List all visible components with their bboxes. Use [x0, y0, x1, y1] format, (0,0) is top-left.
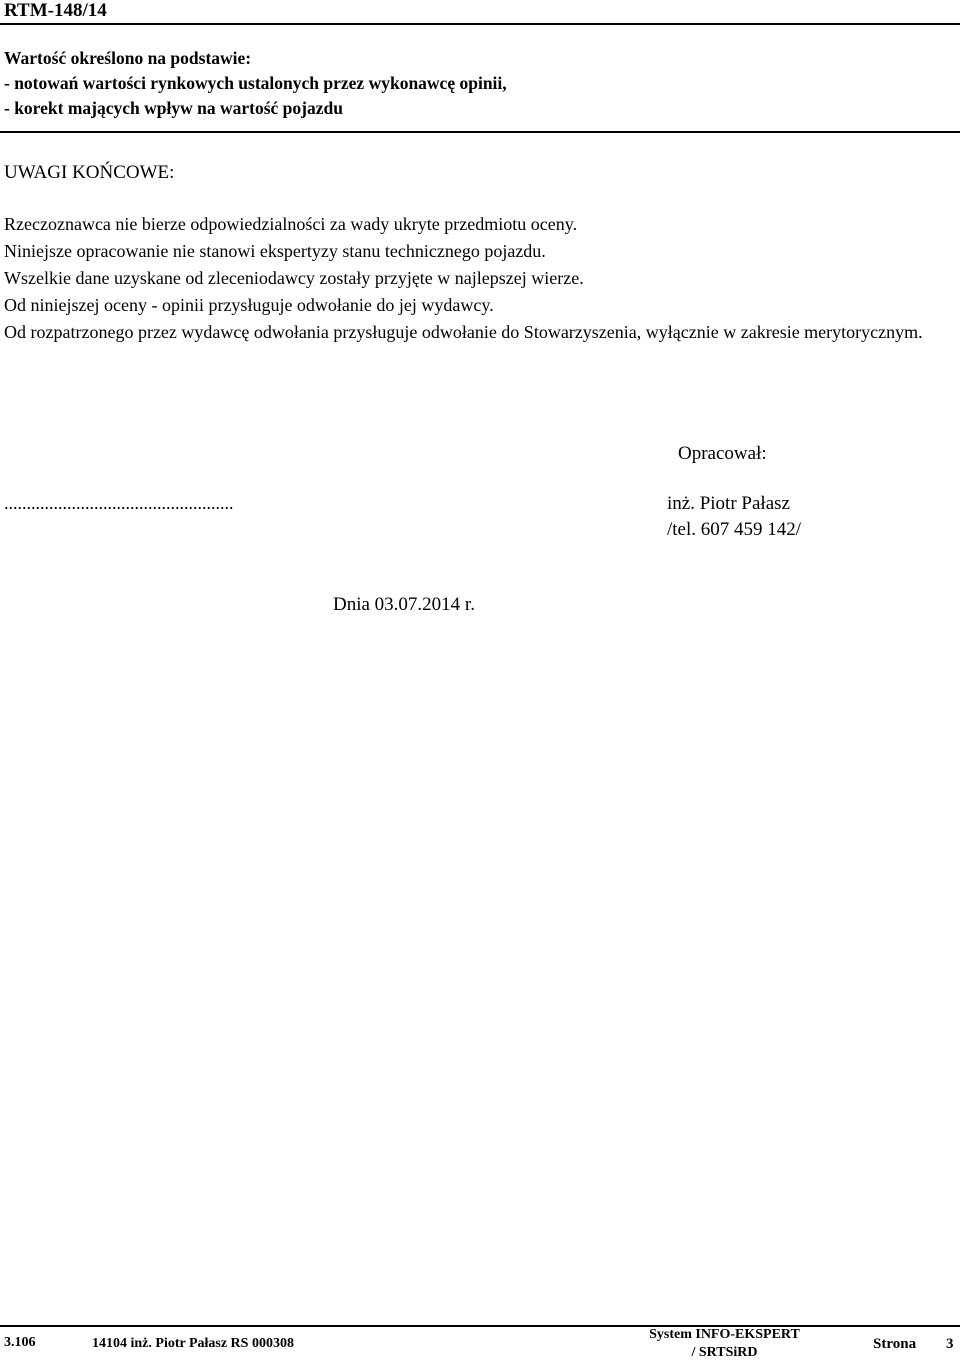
author-name: inż. Piotr Pałasz — [667, 493, 790, 514]
remark-line: Wszelkie dane uzyskane od zleceniodawcy zostały przyjęte w najlepszej wierze. — [4, 268, 584, 288]
document-date: Dnia 03.07.2014 r. — [333, 594, 475, 615]
remark-line: Niniejsze opracowanie nie stanowi ekspertyzy stanu technicznego pojazdu. — [4, 241, 546, 261]
final-remarks-title: UWAGI KOŃCOWE: — [4, 162, 175, 183]
footer-system-name — [612, 1326, 837, 1362]
section-divider — [0, 131, 960, 133]
prepared-by-label: Opracował: — [678, 443, 767, 464]
valuation-basis-section — [4, 46, 507, 121]
remark-line: Od rozpatrzonego przez wydawcę odwołania przysługuje odwołanie do Stowarzyszenia, wyłącznie w zakresie merytorycznym. — [4, 322, 923, 342]
footer-version: 3.106 — [4, 1335, 36, 1350]
header-divider — [0, 23, 960, 25]
footer-system-line: / SRTSiRD — [691, 1345, 758, 1360]
remark-line: Rzeczoznawca nie bierze odpowiedzialności za wady ukryte przedmiotu oceny. — [4, 214, 578, 234]
valuation-basis-item: - notowań wartości rynkowych ustalonych przez wykonawcę opinii, — [4, 73, 507, 93]
footer-page-number: 3 — [946, 1336, 954, 1352]
author-phone: /tel. 607 459 142/ — [667, 519, 802, 540]
signature-placeholder: ................................................... — [4, 493, 234, 513]
document-id: RTM-148/14 — [4, 0, 107, 21]
footer-page-label: Strona — [873, 1336, 917, 1352]
footer-system-line: System INFO-EKSPERT — [649, 1327, 800, 1342]
valuation-basis-item: - korekt mających wpływ na wartość pojazdu — [4, 98, 343, 118]
footer-license: 14104 inż. Piotr Pałasz RS 000308 — [92, 1336, 294, 1351]
remark-line: Od niniejszej oceny - opinii przysługuje odwołanie do jej wydawcy. — [4, 295, 494, 315]
final-remarks-text — [4, 211, 954, 346]
valuation-basis-title: Wartość określono na podstawie: — [4, 48, 252, 68]
